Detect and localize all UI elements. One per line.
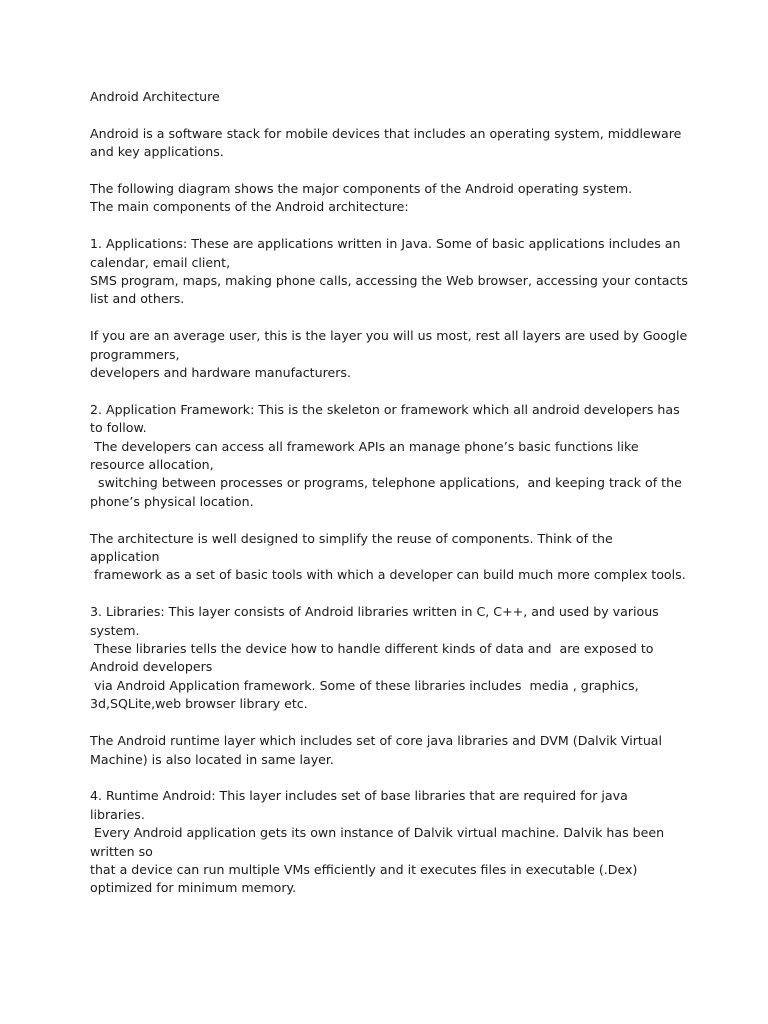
text-line: 3d,SQLite,web browser library etc. xyxy=(90,696,308,712)
text-line: The developers can access all framework APIs an manage phone’s basic functions like xyxy=(90,438,639,454)
text-line: calendar, email client, xyxy=(90,254,231,270)
text-line: The Android runtime layer which includes set of core java libraries and DVM (Dalvik Virtual xyxy=(90,733,663,749)
text-line: If you are an average user, this is the layer you will us most, rest all layers are used by Google xyxy=(90,328,688,344)
text-line: system. xyxy=(90,622,140,638)
text-line: 3. Libraries: This layer consists of Android libraries written in C, C++, and used by various xyxy=(90,604,659,620)
text-line: list and others. xyxy=(90,291,185,307)
text-line: Every Android application gets its own instance of Dalvik virtual machine. Dalvik has been xyxy=(90,825,665,841)
text-line: switching between processes or programs, telephone applications, and keeping track of the xyxy=(90,475,682,491)
document-page xyxy=(90,88,690,916)
text-line: 1. Applications: These are applications written in Java. Some of basic applications includes an xyxy=(90,236,681,252)
text-line: developers and hardware manufacturers. xyxy=(90,365,351,381)
title-paragraph xyxy=(90,88,690,106)
architecture-paragraph xyxy=(90,530,690,585)
text-line: Android developers xyxy=(90,659,213,675)
text-line: resource allocation, xyxy=(90,457,214,473)
framework-paragraph xyxy=(90,401,690,511)
text-line: that a device can run multiple VMs efficiently and it executes files in executable (.Dex) xyxy=(90,861,638,877)
text-line: application xyxy=(90,549,160,565)
text-line: optimized for minimum memory. xyxy=(90,880,297,896)
text-line: 4. Runtime Android: This layer includes set of base libraries that are required for java xyxy=(90,788,628,804)
text-line: Android is a software stack for mobile devices that includes an operating system, middleware xyxy=(90,125,682,141)
text-line: written so xyxy=(90,843,153,859)
runtime-layer-paragraph xyxy=(90,732,690,769)
text-line: programmers, xyxy=(90,346,180,362)
text-line: The following diagram shows the major components of the Android operating system. xyxy=(90,181,633,196)
document-title: Android Architecture xyxy=(90,89,220,104)
diagram-paragraph xyxy=(90,180,690,217)
text-line: The main components of the Android architecture: xyxy=(90,199,409,215)
text-line: SMS program, maps, making phone calls, accessing the Web browser, accessing your contacts xyxy=(90,273,688,289)
average-user-paragraph xyxy=(90,327,690,382)
text-line: These libraries tells the device how to handle different kinds of data and are exposed to xyxy=(90,641,654,657)
applications-paragraph xyxy=(90,235,690,309)
text-line: via Android Application framework. Some of these libraries includes media , graphics, xyxy=(90,677,639,693)
text-line: The architecture is well designed to simplify the reuse of components. Think of the xyxy=(90,530,613,546)
libraries-paragraph xyxy=(90,603,690,713)
text-line: framework as a set of basic tools with which a developer can build much more complex tools. xyxy=(90,567,686,583)
text-line: 2. Application Framework: This is the skeleton or framework which all android developers has xyxy=(90,401,680,417)
intro-paragraph xyxy=(90,125,690,162)
text-line: and key applications. xyxy=(90,144,224,160)
text-line: libraries. xyxy=(90,806,145,822)
runtime-android-paragraph xyxy=(90,787,690,897)
text-line: to follow. xyxy=(90,420,147,436)
text-line: Machine) is also located in same layer. xyxy=(90,751,334,767)
text-line: phone’s physical location. xyxy=(90,493,254,509)
